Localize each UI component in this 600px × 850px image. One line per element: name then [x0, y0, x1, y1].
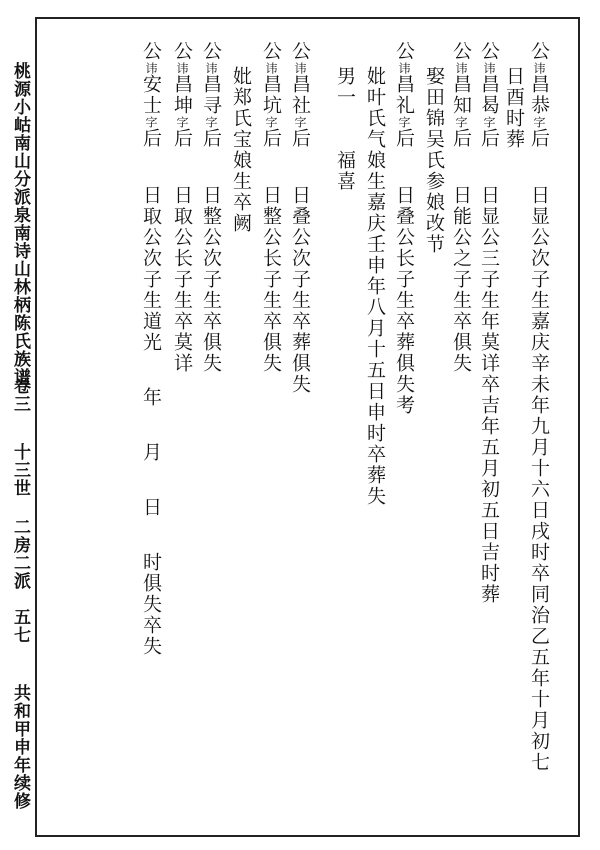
entry-text: 日能公之子生卒俱失	[450, 185, 472, 374]
entry-text: 福喜	[334, 150, 356, 192]
entry-mark: 字	[175, 116, 189, 128]
entry-column	[141, 41, 160, 657]
entry-tail: 后	[140, 128, 162, 149]
entry-mark: 字	[397, 116, 411, 128]
entry-mark: 字	[482, 116, 496, 128]
entry-text: 月	[140, 442, 162, 463]
entry-column	[365, 66, 384, 507]
entry-mark: 字	[454, 116, 468, 128]
entry-mark: 讳	[397, 62, 411, 74]
entry-name: 昌坑	[260, 74, 282, 116]
entry-tail: 后	[450, 128, 472, 149]
entry-mark: 字	[293, 116, 307, 128]
entry-head: 公	[450, 41, 472, 62]
entry-tail: 后	[260, 128, 282, 149]
entry-tail: 后	[289, 128, 311, 149]
entry-mark: 讳	[204, 62, 218, 74]
entry-column	[335, 66, 354, 192]
entry-mark: 字	[532, 116, 546, 128]
entry-column	[394, 41, 413, 416]
entry-text: 日整公次子生卒俱失	[200, 185, 222, 374]
entry-text: 日整公长子生卒俱失	[260, 185, 282, 374]
entry-name: 昌礼	[393, 74, 415, 116]
entry-mark: 讳	[482, 62, 496, 74]
entry-head: 公	[478, 41, 500, 62]
entry-tail: 后	[200, 128, 222, 149]
entry-head: 公	[289, 41, 311, 62]
entry-name: 昌社	[289, 74, 311, 116]
entry-mark: 讳	[144, 62, 158, 74]
entry-text: 日	[140, 497, 162, 518]
entry-tail: 后	[171, 128, 193, 149]
entry-head: 公	[200, 41, 222, 62]
entry-column	[172, 41, 191, 374]
entry-column	[529, 41, 548, 773]
book-title: 桃源小岵南山分派泉南诗山林柄陈氏族谱	[10, 62, 30, 386]
entry-mark: 字	[204, 116, 218, 128]
entry-text: 娶田锦吴氏参娘改节	[423, 66, 445, 255]
entry-text: 妣叶氏气娘生嘉庆壬申年八月十五日申时卒葬失	[364, 66, 386, 507]
text-frame	[35, 17, 580, 837]
entry-column	[504, 66, 523, 150]
entry-text: 妣郑氏宝娘生卒阙	[230, 66, 252, 234]
entry-text: 日显公三子生年莫详卒吉年五月初五日吉时葬	[478, 185, 500, 605]
entry-head: 公	[171, 41, 193, 62]
entry-text: 日取公长子生卒莫详	[171, 185, 193, 374]
entry-column	[290, 41, 309, 395]
entry-mark: 讳	[175, 62, 189, 74]
entry-head: 公	[260, 41, 282, 62]
entry-column	[261, 41, 280, 374]
entry-column	[424, 66, 443, 255]
entry-head: 公	[140, 41, 162, 62]
entry-name: 昌知	[450, 74, 472, 116]
entry-mark: 讳	[454, 62, 468, 74]
entry-mark: 字	[144, 116, 158, 128]
entry-name: 安士	[140, 74, 162, 116]
entry-name: 昌恭	[528, 74, 550, 116]
entry-text: 日叠公次子生卒葬俱失	[289, 185, 311, 395]
edition-label: 共和甲申年续修	[10, 684, 30, 810]
section-label: 十三世 二房二派	[10, 443, 30, 590]
entry-column	[201, 41, 220, 374]
entry-column	[479, 41, 498, 605]
entry-text: 日酉时葬	[503, 66, 525, 150]
entry-mark: 讳	[532, 62, 546, 74]
entry-text: 日显公次子生嘉庆辛未年九月十六日戌时卒同治乙五年十月初七	[528, 185, 550, 773]
entry-name: 昌曷	[478, 74, 500, 116]
entry-head: 公	[393, 41, 415, 62]
entry-mark: 讳	[293, 62, 307, 74]
page-number: 五七	[10, 608, 30, 644]
entry-tail: 后	[393, 128, 415, 149]
entry-name: 昌寻	[200, 74, 222, 116]
entry-head: 公	[528, 41, 550, 62]
entry-text: 日叠公长子生卒葬俱失考	[393, 185, 415, 416]
entry-text: 时俱失卒失	[140, 552, 162, 657]
entry-column	[451, 41, 470, 374]
entry-column	[231, 66, 250, 234]
volume-label: 卷三	[10, 377, 30, 413]
entry-text: 年	[140, 387, 162, 408]
entry-text: 日取公次子生道光	[140, 185, 162, 353]
entry-text: 男一	[334, 66, 356, 108]
entry-mark: 字	[264, 116, 278, 128]
entry-tail: 后	[478, 128, 500, 149]
entry-name: 昌坤	[171, 74, 193, 116]
entry-mark: 讳	[264, 62, 278, 74]
entry-tail: 后	[528, 128, 550, 149]
